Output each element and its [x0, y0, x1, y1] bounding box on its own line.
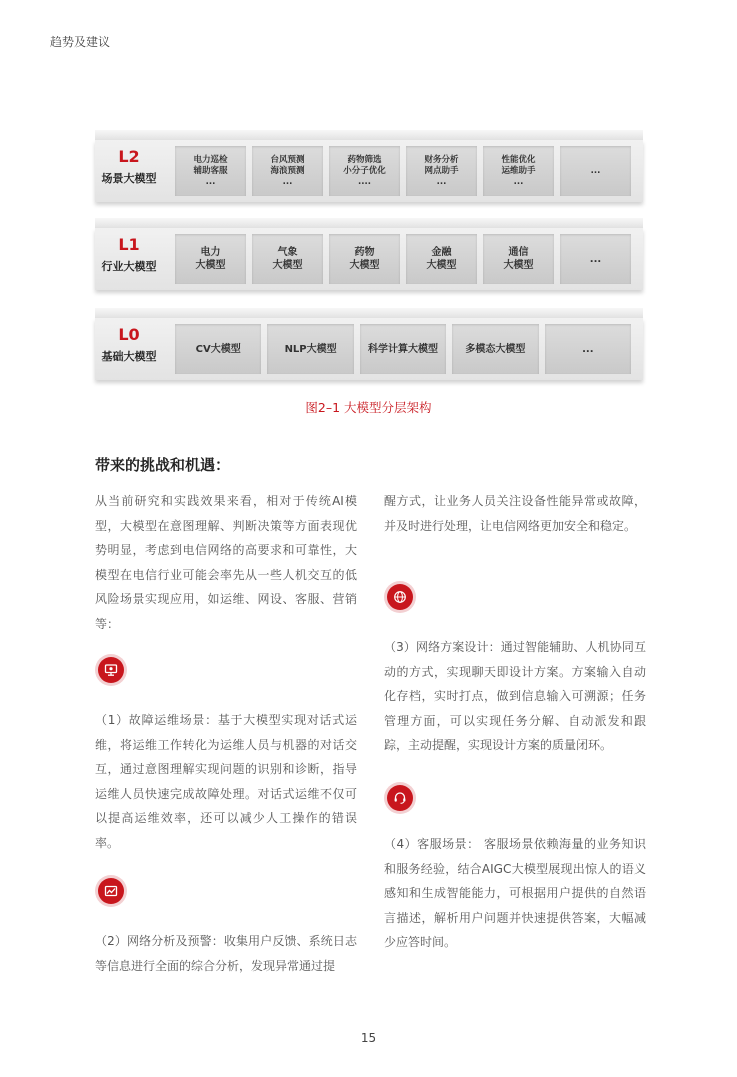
intro-paragraph: 从当前研究和实践效果来看，相对于传统AI模型，大模型在意图理解、判断决策等方面表现优势明显，考虑到电信网络的高要求和可靠性，大模型在电信行业可能会率先从一些人机交互的低风险场景实现应用，如运维、网设、客服、营销等： — [95, 494, 357, 631]
model-cell-text: 网点助手 — [424, 165, 459, 176]
model-cell-text: 辅助客服 — [193, 165, 228, 176]
section-header: 趋势及建议 — [50, 35, 111, 49]
model-cell-text: 海浪预测 — [270, 165, 305, 176]
model-cell-text: 小分子优化 — [343, 165, 386, 176]
model-cell-text: 大模型 — [349, 260, 380, 271]
model-cell — [406, 146, 477, 196]
paragraph-network-analysis: （2）网络分析及预警：收集用户反馈、系统日志等信息进行全面的综合分析，发现异常通过提 — [95, 934, 357, 973]
headset-icon — [387, 785, 413, 811]
figure-caption: 图2–1 大模型分层架构 — [305, 400, 432, 415]
model-cell — [175, 146, 246, 196]
globe-icon — [387, 584, 413, 610]
model-cell — [452, 324, 538, 374]
model-cell-text: 多模态大模型 — [465, 343, 526, 355]
model-cell-text: 大模型 — [272, 260, 303, 271]
model-cell-text: CV大模型 — [195, 343, 241, 355]
model-cell-text: 财务分析 — [424, 154, 459, 165]
tier-l1 — [95, 218, 643, 298]
model-cell — [560, 234, 631, 284]
model-cell-text: ... — [205, 176, 216, 187]
model-cell-text: ... — [436, 176, 447, 187]
model-cell-text: 金融 — [431, 247, 452, 258]
model-cell — [483, 146, 554, 196]
model-cell-text: ... — [590, 165, 601, 176]
paragraph-network-design: （3）网络方案设计：通过智能辅助、人机协同互动的方式，实现聊天即设计方案。方案输入自动化存档，实时打点，做到信息输入可溯源；任务管理方面，可以实现任务分解、自动派发和跟踪，主动提醒，实现设计方案的质量闭环。 — [384, 640, 646, 752]
model-cell-text: ... — [513, 176, 524, 187]
model-cell — [252, 146, 323, 196]
tier-l2 — [95, 130, 643, 210]
model-cell — [360, 324, 446, 374]
model-cell — [545, 324, 631, 374]
model-cell — [252, 234, 323, 284]
tier-name: 场景大模型 — [101, 172, 157, 185]
model-cell — [267, 324, 353, 374]
tier-level: L2 — [118, 147, 140, 166]
model-cell-text: 气象 — [277, 247, 298, 258]
tier-name: 基础大模型 — [101, 350, 157, 363]
model-cell-text: 通信 — [508, 247, 529, 258]
model-cell-text: 电力 — [200, 247, 221, 258]
model-cell-text: 药物筛选 — [347, 154, 382, 165]
monitor-icon — [98, 657, 124, 683]
tier-l0 — [95, 308, 643, 388]
model-cell-text: 大模型 — [426, 260, 457, 271]
model-cell — [483, 234, 554, 284]
model-cell — [175, 234, 246, 284]
model-cell — [329, 234, 400, 284]
section-title: 带来的挑战和机遇： — [95, 456, 231, 474]
model-cell-text: ... — [582, 343, 594, 355]
tier-level: L1 — [118, 235, 140, 254]
model-cell-text: NLP大模型 — [284, 343, 337, 355]
model-cell-text: 电力巡检 — [193, 154, 228, 165]
model-cell — [406, 234, 477, 284]
model-cell-text: 科学计算大模型 — [368, 343, 439, 355]
model-cell-text: 大模型 — [195, 260, 226, 271]
model-cell-text: ... — [282, 176, 293, 187]
page-number: 15 — [360, 1031, 377, 1045]
tier-label — [95, 318, 163, 380]
paragraph-network-analysis-continued: 醒方式，让业务人员关注设备性能异常或故障，并及时进行处理，让电信网络更加安全和稳定。 — [384, 494, 646, 533]
model-cell-text: .... — [358, 176, 371, 187]
model-cell — [329, 146, 400, 196]
paragraph-customer-service: （4）客服场景： 客服场景依赖海量的业务知识和服务经验，结合AIGC大模型展现出惊人的语义感知和生成智能能力，可根据用户提供的自然语言描述，解析用户问题并快速提供答案，大幅减少应答时间。 — [384, 837, 646, 949]
model-cell-text: 台风预测 — [270, 154, 305, 165]
model-cell-text: ... — [589, 253, 602, 265]
paragraph-fault-ops: （1）故障运维场景：基于大模型实现对话式运维，将运维工作转化为运维人员与机器的对话交互，通过意图理解实现问题的识别和诊断，指导运维人员快速完成故障处理。对话式运维不仅可以提高运维效率，还可以减少人工操作的错误率。 — [95, 713, 357, 850]
model-cell-text: 性能优化 — [501, 154, 536, 165]
tier-label — [95, 228, 163, 290]
model-cell — [175, 324, 261, 374]
model-cell-text: 运维助手 — [501, 165, 536, 176]
model-cell-text: 药物 — [354, 247, 375, 258]
tier-label — [95, 140, 163, 202]
model-cell — [560, 146, 631, 196]
tier-level: L0 — [118, 325, 140, 344]
chart-icon — [98, 878, 124, 904]
tier-name: 行业大模型 — [101, 260, 157, 273]
model-cell-text: 大模型 — [503, 260, 534, 271]
